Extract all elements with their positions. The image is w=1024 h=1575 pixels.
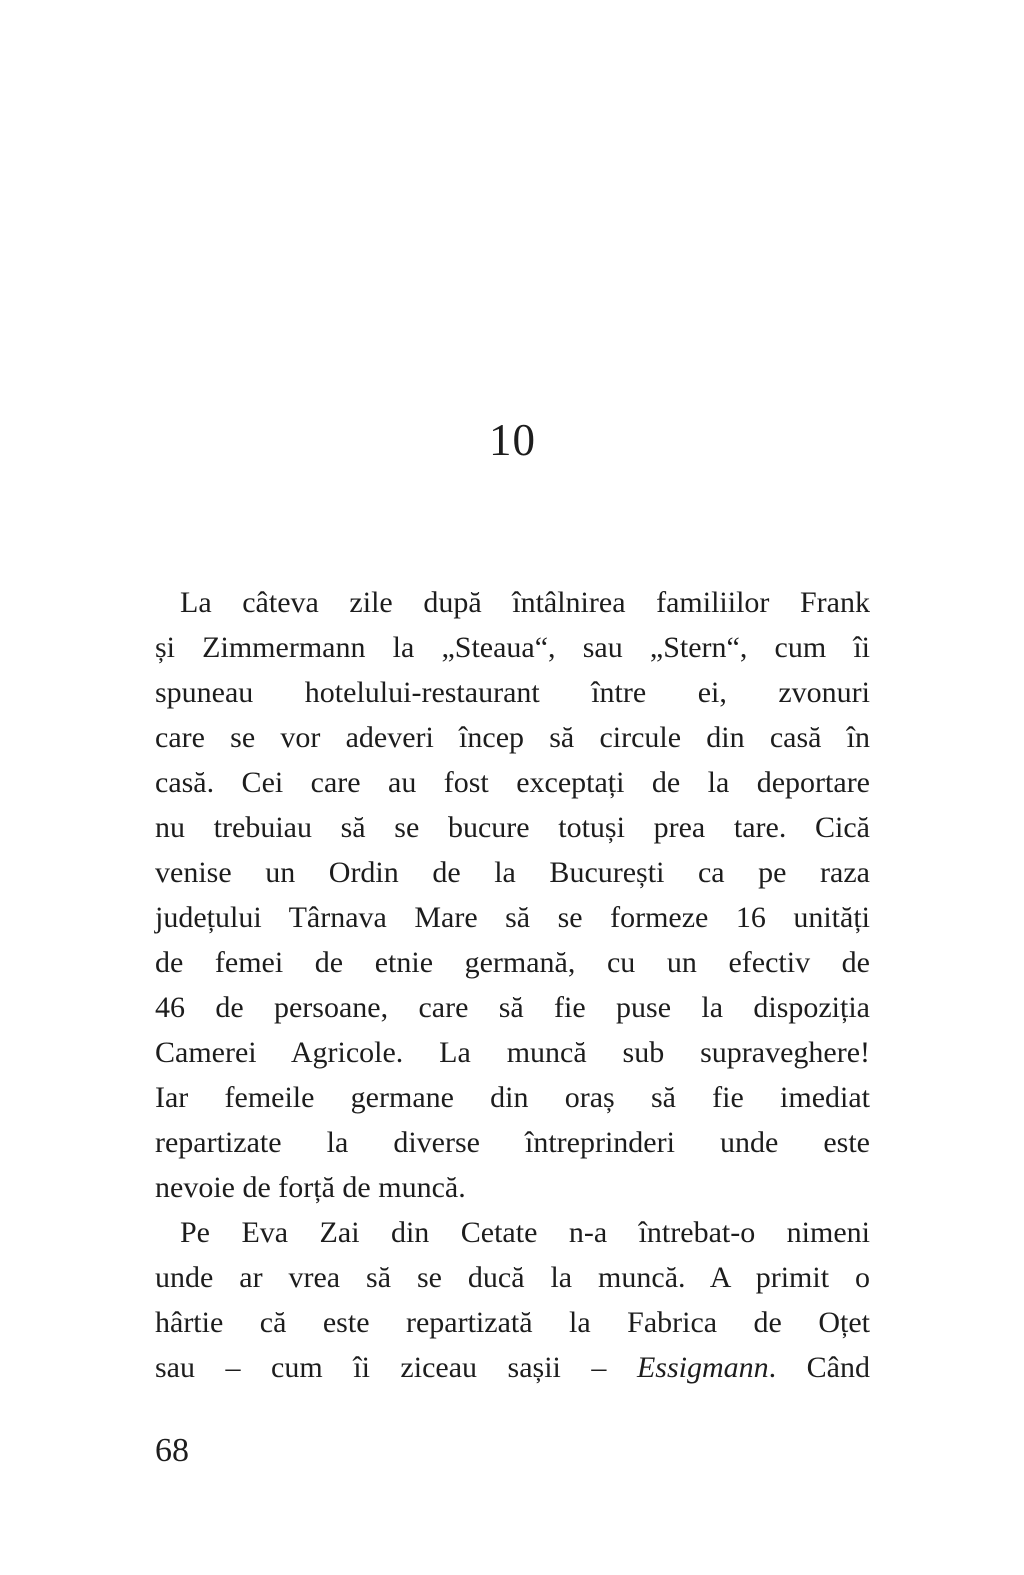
text-line: venise un Ordin de la București ca pe raza — [155, 856, 870, 889]
text-line: care se vor adeveri încep să circule din casă în — [155, 721, 870, 754]
text-line: casă. Cei care au fost exceptați de la deportare — [155, 766, 870, 799]
text-run-italic: Essigmann — [636, 1351, 769, 1384]
text-line: nu trebuiau să se bucure totuși prea tare. Cică — [155, 811, 870, 844]
text-line: județului Târnava Mare să se formeze 16 unități — [155, 901, 870, 934]
text-line: spuneau hotelului-restaurant între ei, zvonuri — [155, 676, 870, 709]
text-line: repartizate la diverse întreprinderi unde este — [155, 1126, 870, 1159]
text-line: Pe Eva Zai din Cetate n-a întrebat-o nimeni — [180, 1216, 870, 1249]
text-line: La câteva zile după întâlnirea familiilor Frank — [180, 586, 870, 619]
text-run: sau – cum îi ziceau sașii – — [155, 1351, 637, 1384]
body-text — [155, 580, 870, 1390]
text-line: și Zimmermann la „Steaua“, sau „Stern“, cum îi — [155, 631, 870, 664]
text-line: nevoie de forță de muncă. — [155, 1171, 466, 1204]
page-number: 68 — [155, 1432, 189, 1469]
text-run: . Când — [768, 1351, 870, 1384]
text-line: unde ar vrea să se ducă la muncă. A primit o — [155, 1261, 870, 1294]
text-line: de femei de etnie germană, cu un efectiv de — [155, 946, 870, 979]
text-line-mixed — [155, 1345, 870, 1390]
text-line: hârtie că este repartizată la Fabrica de Oțet — [155, 1306, 870, 1339]
text-line: Camerei Agricole. La muncă sub supraveghere! — [155, 1036, 870, 1069]
text-line: 46 de persoane, care să fie puse la dispoziția — [155, 991, 870, 1024]
chapter-number: 10 — [489, 415, 536, 465]
text-line: Iar femeile germane din oraș să fie imediat — [155, 1081, 870, 1114]
